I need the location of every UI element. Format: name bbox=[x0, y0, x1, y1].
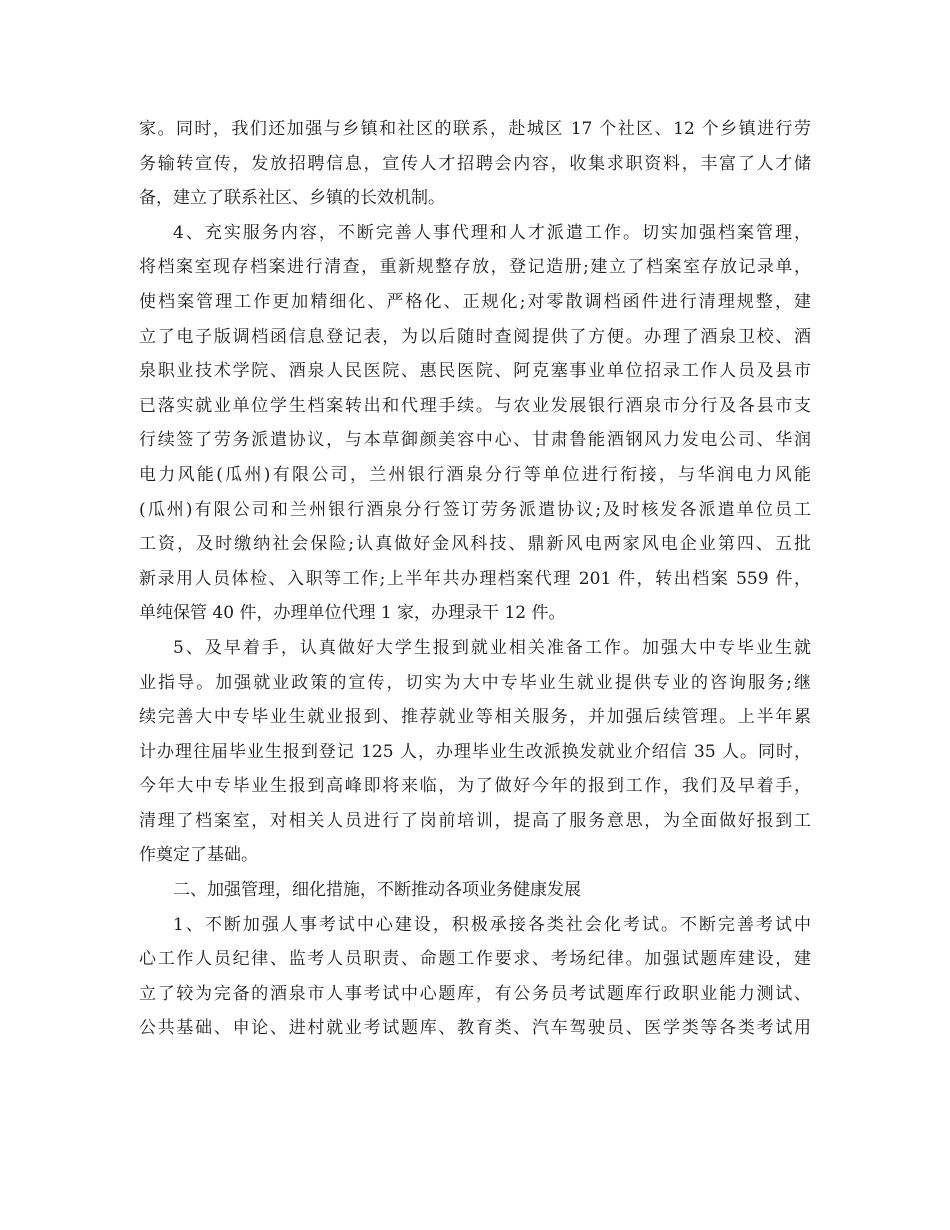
text-line: 电力风能(瓜州)有限公司，兰州银行酒泉分行等单位进行衔接，与华润电力风能 bbox=[139, 464, 811, 485]
text-line: 业指导。加强就业政策的宣传，切实为大中专毕业生就业提供专业的咨询服务;继 bbox=[139, 672, 811, 693]
text-line: 已落实就业单位学生档案转出和代理手续。与农业发展银行酒泉市分行及各县市支 bbox=[139, 395, 811, 416]
text-line: (瓜州)有限公司和兰州银行酒泉分行签订劳务派遣协议;及时核发各派遣单位员工 bbox=[139, 499, 811, 520]
text-line: 今年大中专毕业生报到高峰即将来临，为了做好今年的报到工作，我们及早着手， bbox=[139, 776, 811, 797]
paragraph bbox=[139, 908, 811, 1046]
text-line: 备，建立了联系社区、乡镇的长效机制。 bbox=[139, 188, 445, 209]
text-line: 单纯保管 40 件，办理单位代理 1 家，办理录干 12 件。 bbox=[139, 603, 566, 624]
text-line: 立了电子版调档函信息登记表，为以后随时查阅提供了方便。办理了酒泉卫校、酒 bbox=[139, 326, 811, 347]
text-line: 立了较为完备的酒泉市人事考试中心题库，有公务员考试题库行政职业能力测试、 bbox=[139, 983, 811, 1004]
text-line: 使档案管理工作更加精细化、严格化、正规化;对零散调档函件进行清理规整，建 bbox=[139, 291, 811, 312]
text-line: 4、充实服务内容，不断完善人事代理和人才派遣工作。切实加强档案管理， bbox=[173, 222, 811, 243]
document-body bbox=[139, 112, 811, 1046]
text-line: 务输转宣传，发放招聘信息，宣传人才招聘会内容，收集求职资料，丰富了人才储 bbox=[139, 153, 811, 174]
text-line: 工资，及时缴纳社会保险;认真做好金风科技、鼎新风电两家风电企业第四、五批 bbox=[139, 534, 811, 555]
text-line: 续完善大中专毕业生就业报到、推荐就业等相关服务，并加强后续管理。上半年累 bbox=[139, 707, 811, 728]
text-line: 心工作人员纪律、监考人员职责、命题工作要求、考场纪律。加强试题库建设，建 bbox=[139, 949, 811, 970]
paragraph bbox=[139, 112, 811, 216]
text-line: 家。同时，我们还加强与乡镇和社区的联系，赴城区 17 个社区、12 个乡镇进行劳 bbox=[139, 119, 811, 139]
text-line: 将档案室现存档案进行清查，重新规整存放，登记造册;建立了档案室存放记录单， bbox=[139, 257, 811, 278]
text-line: 行续签了劳务派遣协议，与本草御颜美容中心、甘肃鲁能酒钢风力发电公司、华润 bbox=[139, 430, 811, 451]
text-line: 二、加强管理，细化措施，不断推动各项业务健康发展 bbox=[173, 880, 581, 901]
paragraph bbox=[139, 873, 811, 908]
text-line: 5、及早着手，认真做好大学生报到就业相关准备工作。加强大中专毕业生就 bbox=[173, 637, 811, 658]
text-line: 泉职业技术学院、酒泉人民医院、惠民医院、阿克塞事业单位招录工作人员及县市 bbox=[139, 361, 811, 382]
paragraph bbox=[139, 631, 811, 873]
paragraph bbox=[139, 216, 811, 631]
text-line: 公共基础、申论、进村就业考试题库、教育类、汽车驾驶员、医学类等各类考试用 bbox=[139, 1018, 811, 1039]
text-line: 作奠定了基础。 bbox=[139, 845, 258, 866]
text-line: 清理了档案室，对相关人员进行了岗前培训，提高了服务意思，为全面做好报到工 bbox=[139, 810, 811, 831]
text-line: 新录用人员体检、入职等工作;上半年共办理档案代理 201 件，转出档案 559 件， bbox=[139, 568, 811, 589]
text-line: 计办理往届毕业生报到登记 125 人，办理毕业生改派换发就业介绍信 35 人。同时， bbox=[139, 741, 811, 762]
text-line: 1、不断加强人事考试中心建设，积极承接各类社会化考试。不断完善考试中 bbox=[173, 914, 811, 935]
